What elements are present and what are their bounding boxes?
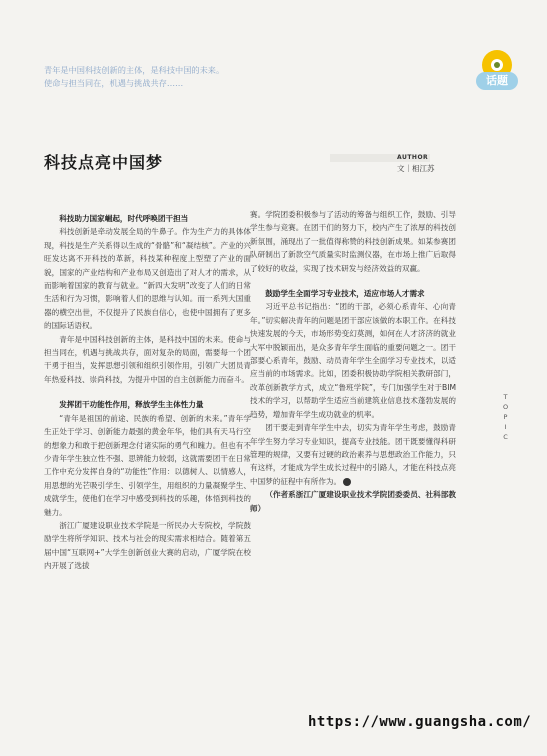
right-column bbox=[250, 208, 456, 515]
paragraph: 团干要走到青年学生中去，切实为青年学生考虑，鼓励青年学生努力学习专业知识，提高专业技能。团干既要懂得科研管理的规律，又要有过硬的政治素养与思想政治工作能力，只有这样，才能成为学生成长过程中的引路人，才能在科技点亮中国梦的征程中有所作为。 bbox=[250, 423, 456, 486]
title-bar bbox=[30, 136, 520, 176]
paragraph: 赛。学院团委积极参与了活动的筹备与组织工作，鼓励、引导学生参与竞赛。在团干们的努力下，校内产生了浓厚的科技创新氛围，涌现出了一批值得称赞的科技创新成果。如某参赛团队研制出了新款空气质量实时监测仪器，在市场上推广后取得了较好的收益，实现了技术研发与经济效益的双赢。 bbox=[250, 210, 456, 273]
topic-badge bbox=[476, 50, 516, 94]
author-tag: AUTHOR bbox=[397, 154, 429, 161]
paragraph: 浙江广厦建设职业技术学院是一所民办大专院校，学院鼓励学生将所学知识、技术与社会的现实需求相结合。随着第五届中国“互联网+”大学生创新创业大赛的启动，广厦学院在校内开展了选拔 bbox=[44, 520, 251, 571]
watermark-url: https://www.guangsha.com/ bbox=[308, 714, 532, 730]
intro-line-2: 使命与担当同在，机遇与挑战共存…… bbox=[44, 78, 184, 88]
side-topic-label: T O P I C bbox=[502, 393, 510, 441]
intro-text bbox=[44, 64, 374, 90]
topic-badge-label: 话题 bbox=[476, 72, 518, 90]
author-name: 文｜相江苏 bbox=[397, 164, 435, 173]
article-title: 科技点亮中国梦 bbox=[44, 153, 164, 172]
section-heading: 发挥团干功能性作用，释放学生主体性力量 bbox=[59, 400, 204, 410]
section-heading: 科技助力国家崛起，时代呼唤团干担当 bbox=[59, 214, 189, 223]
intro-line-1: 青年是中国科技创新的主体，是科技中国的未来。 bbox=[44, 65, 225, 75]
author-signature: （作者系浙江广厦建设职业技术学院团委委员、社科部教师） bbox=[250, 490, 456, 513]
left-column bbox=[44, 212, 251, 573]
paragraph: 习近平总书记指出：“团的干部，必须心系青年、心向青年。”切实解决青年的问题是团干部应该做的本职工作。在科技快速发展的今天，市场形势变幻莫测，如何在人才济济的就业大军中脱颖而出，是众多青年学生面临的重要问题之一。团干部要心系青年，鼓励、动员青年学生全面学习专业技术，以适应当前的市场需求。比如，团委积极协助学院相关教研部门，改革创新教学方式，成立“鲁班学院”，专门加强学生对于BIM技术的学习，以帮助学生适应当前建筑业信息技术蓬勃发展的趋势，增加青年学生成功就业的机率。 bbox=[250, 302, 456, 419]
end-mark-icon bbox=[343, 478, 351, 486]
section-heading: 鼓励学生全面学习专业技术，适应市场人才需求 bbox=[265, 289, 425, 299]
paragraph: 青年是中国科技创新的主体，是科技中国的未来。使命与担当同在，机遇与挑战共存，面对复杂的局面，需要每一个团干勇于担当，发挥思想引领和组织引领作用，引领广大团员青年热爱科技、崇尚科技，为提升中国的自主创新能力而奋斗。 bbox=[44, 334, 251, 384]
paragraph: “青年是祖国的前途、民族的希望、创新的未来。”青年学生正处于学习、创新能力最强的黄金年华，他们具有天马行空的想象力和敢于把创新理念付诸实际的勇气和魄力。但也有不少青年学生独立性不强、思辨能力较弱，这就需要团干在日常工作中充分发挥自身的“功能性”作用：以德树人、以情感人，用思想的光芒吸引学生、引领学生，用组织的力量凝聚学生、成就学生，使他们在学习中感受到科技的乐趣，体悟到科技的魅力。 bbox=[44, 413, 251, 517]
paragraph: 科技创新是牵动发展全局的牛鼻子。作为生产力的具体体现，科技是生产关系得以生成的“骨骼”和“凝结核”。产业的兴旺发达离不开科技的革新，科技某种程度上型塑了产业的面貌，国家的产业结构和产业布局又创造出了对人才的需求，从而影响着国家的教育与就业。“新四大发明”改变了人们的日常生活和行为习惯，影响着人们的思维与认知。而一系列大国重器的横空出世，不仅提升了民族自信心，也使中国拥有了更多的国际话语权。 bbox=[44, 227, 251, 331]
